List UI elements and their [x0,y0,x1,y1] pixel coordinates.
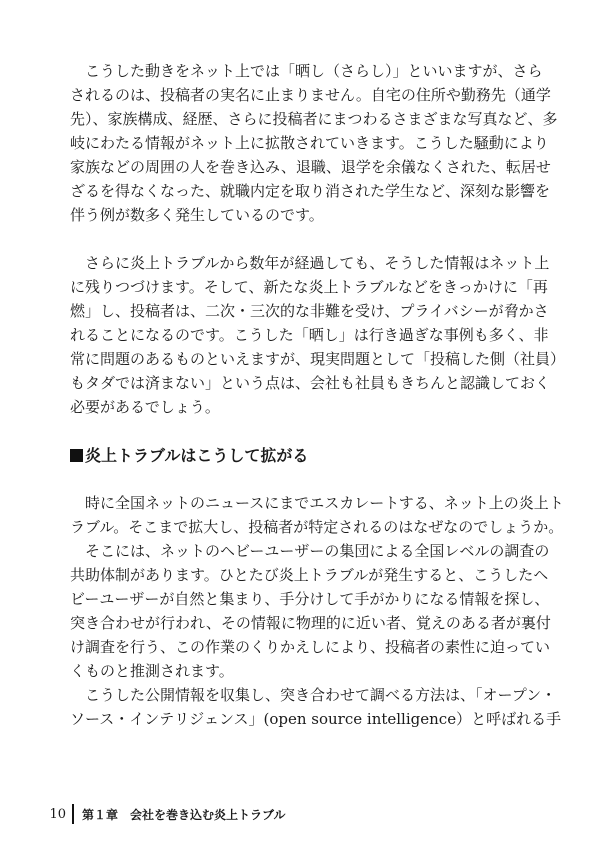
text-line: 伴う例が数多く発生しているのです。 [70,206,324,224]
text-line: くものと推測されます。 [70,662,234,680]
text-line: ビーユーザーが自然と集まり、手分けして手がかりになる情報を探し、 [70,590,550,608]
footer-divider [72,804,74,824]
section-heading [70,446,500,468]
text-line: 突き合わせが行われ、その情報に物理的に近い者、覚えのある者が裏付 [70,614,551,632]
text-line: されるのは、投稿者の実名に止まりません。自宅の住所や勤務先（通学 [70,86,551,104]
text-line: 必要があるでしょう。 [70,398,220,416]
text-line: に残りつづけます。そして、新たな炎上トラブルなどをきっかけに「再 [70,278,548,296]
text-line: ざるを得なくなった、就職内定を取り消された学生など、深刻な影響を [70,182,551,200]
text-line: れることになるのです。こうした「晒し」は行き過ぎな事例も多く、非 [70,326,549,344]
text-line: こうした公開情報を収集し、突き合わせて調べる方法は、「オープン・ [70,686,557,704]
text-line: 共助体制があります。ひとたび炎上トラブルが発生すると、こうしたヘ [70,566,549,584]
text-line: そこには、ネットのヘビーユーザーの集団による全国レベルの調査の [70,542,550,560]
page-footer [40,802,286,826]
text-line: こうした動きをネット上では「晒し（さらし）」といいますが、さら [70,62,543,80]
text-line: 岐にわたる情報がネット上に拡散されていきます。こうした騒動により [70,134,549,152]
text-line: 常に問題のあるものといえますが、現実問題として「投稿した側（社員） [70,350,566,368]
text-line: け調査を行う、この作業のくりかえしにより、投稿者の素性に迫ってい [70,638,551,656]
text-line: もタダでは済まない」という点は、会社も社員もきちんと認識しておく [70,374,551,392]
text-line: 先）、家族構成、経歴、さらに投稿者にまつわるさまざまな写真など、多 [70,110,558,128]
text-line: 燃」し、投稿者は、二次・三次的な非難を受け、プライバシーが脅かさ [70,302,549,320]
page-number: 10 [49,806,66,822]
text-line: 時に全国ネットのニュースにまでエスカレートする、ネット上の炎上ト [70,494,564,512]
text-line: 家族などの周囲の人を巻き込み、退職、退学を余儀なくされた、転居せ [70,158,551,176]
chapter-title: 第１章 会社を巻き込む炎上トラブル [82,807,286,822]
black-square-icon [70,449,83,462]
text-line: さらに炎上トラブルから数年が経過しても、そうした情報はネット上 [70,254,550,272]
section-heading-text: 炎上トラブルはこうして拡がる [85,446,309,465]
text-line: ラブル。そこまで拡大し、投稿者が特定されるのはなぜなのでしょうか。 [70,518,564,536]
text-line: ソース・インテリジェンス」(open source intelligence）と呼ばれる手 [70,710,562,728]
